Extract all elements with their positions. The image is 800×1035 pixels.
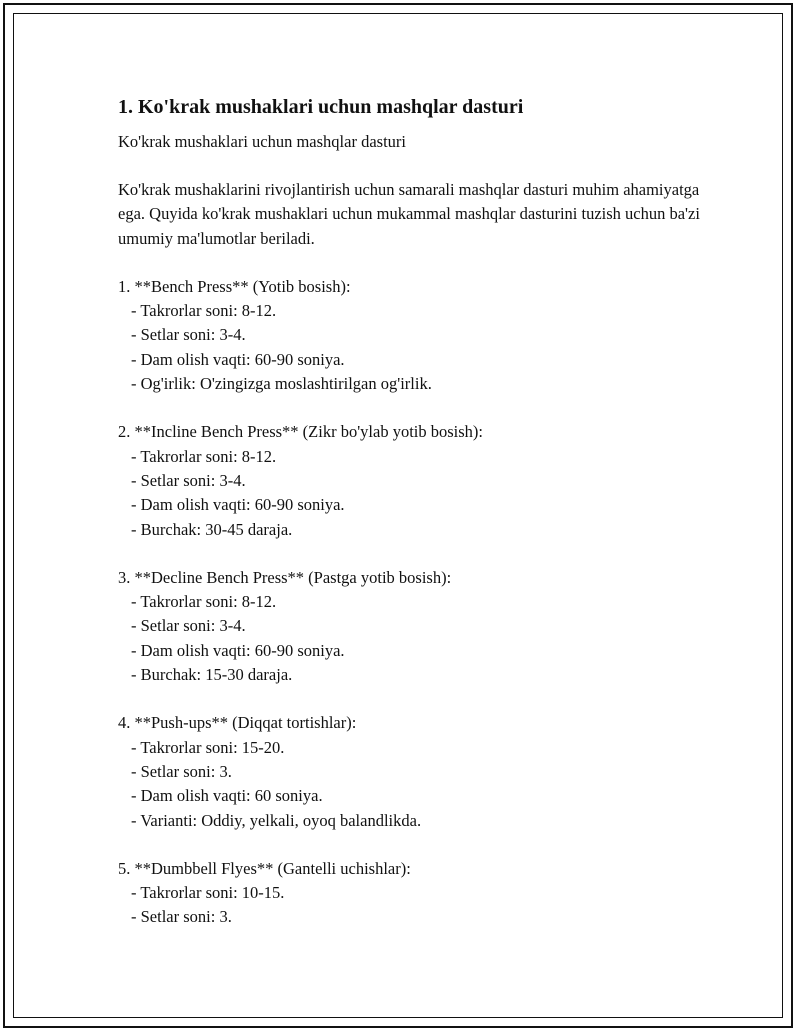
exercise-detail: - Takrorlar soni: 10-15. [131,883,285,903]
exercise-item [118,420,718,541]
exercise-detail: - Setlar soni: 3-4. [131,616,246,636]
exercise-detail: - Dam olish vaqti: 60-90 soniya. [131,495,345,515]
exercise-item [118,275,718,396]
exercise-detail: - Takrorlar soni: 15-20. [131,737,285,757]
exercise-detail: - Burchak: 15-30 daraja. [131,665,293,685]
section-heading: 1. Ko'krak mushaklari uchun mashqlar dasturi [118,96,524,118]
exercise-detail: - Og'irlik: O'zingizga moslashtirilgan og'irlik. [131,374,432,394]
exercise-title: 5. **Dumbbell Flyes** (Gantelli uchishlar): [118,858,411,878]
exercise-detail: - Takrorlar soni: 8-12. [131,446,277,466]
exercise-detail: - Setlar soni: 3-4. [131,470,246,490]
exercise-item [118,566,718,687]
exercise-detail: - Setlar soni: 3-4. [131,325,246,345]
exercise-detail: - Setlar soni: 3. [131,907,232,927]
exercise-detail: - Takrorlar soni: 8-12. [131,301,277,321]
section-subtitle: Ko'krak mushaklari uchun mashqlar dasturi [118,132,406,151]
exercise-item [118,711,718,832]
exercise-detail: - Takrorlar soni: 8-12. [131,592,277,612]
exercise-detail: - Dam olish vaqti: 60-90 soniya. [131,349,345,369]
exercise-item [118,857,718,930]
exercise-detail: - Varianti: Oddiy, yelkali, oyoq balandlikda. [131,810,422,830]
exercise-detail: - Setlar soni: 3. [131,761,232,781]
exercise-detail: - Dam olish vaqti: 60-90 soniya. [131,640,345,660]
exercise-detail: - Burchak: 30-45 daraja. [131,519,293,539]
intro-paragraph: Ko'krak mushaklarini rivojlantirish uchun samarali mashqlar dasturi muhim ahamiyatga ega. Quyida ko'krak mushaklari uchun mukammal mashqlar dasturini tuzish uchun ba'zi umumiy ma'lumotlar beriladi. [118,180,700,248]
exercise-title: 1. **Bench Press** (Yotib bosish): [118,276,351,296]
document-body [118,94,718,954]
exercise-title: 2. **Incline Bench Press** (Zikr bo'ylab yotib bosish): [118,422,484,442]
exercise-detail: - Dam olish vaqti: 60 soniya. [131,786,323,806]
exercise-title: 3. **Decline Bench Press** (Pastga yotib bosish): [118,567,452,587]
exercise-title: 4. **Push-ups** (Diqqat tortishlar): [118,713,357,733]
